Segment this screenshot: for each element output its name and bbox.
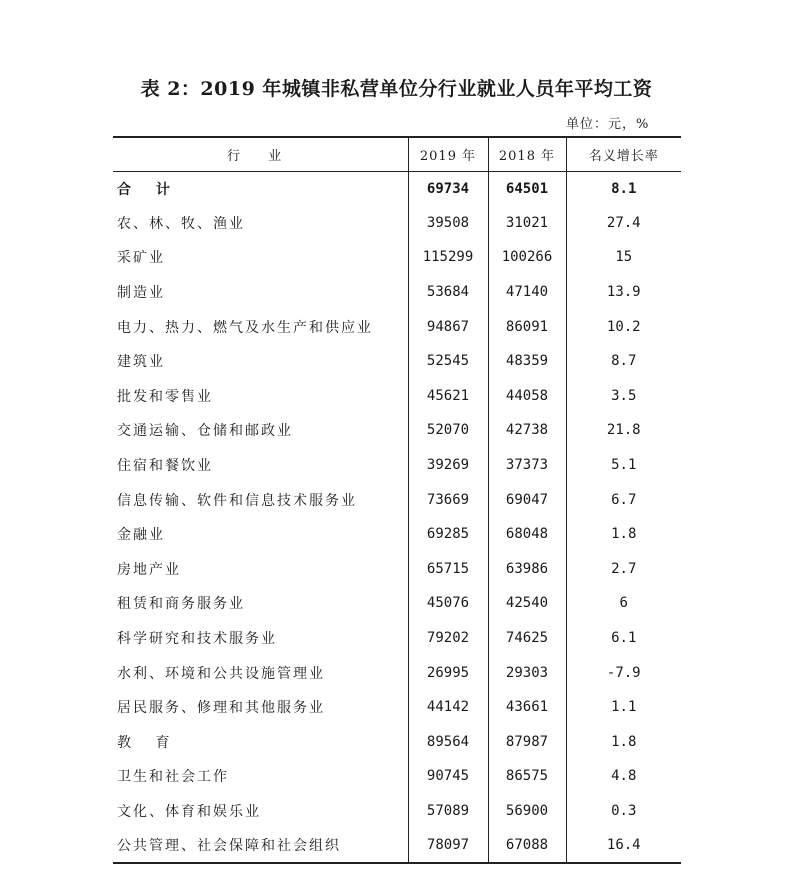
wage-2019-cell: 73669 xyxy=(408,482,488,517)
table-row xyxy=(113,794,681,829)
growth-cell: 6.1 xyxy=(566,621,681,656)
table-row xyxy=(113,413,681,448)
growth-cell: 6 xyxy=(566,586,681,621)
table-title: 表 2：2019 年城镇非私营单位分行业就业人员年平均工资 xyxy=(140,78,653,100)
table-row-total xyxy=(113,171,681,206)
wage-2019-cell: 52545 xyxy=(408,344,488,379)
header-industry: 行 业 xyxy=(113,137,408,171)
table-row xyxy=(113,309,681,344)
wage-2018-cell: 56900 xyxy=(488,794,566,829)
growth-cell: 15 xyxy=(566,240,681,275)
growth-cell: 16.4 xyxy=(566,828,681,863)
industry-cell: 住宿和餐饮业 xyxy=(117,458,213,475)
industry-cell: 教 育 xyxy=(117,734,180,751)
wage-2019-cell: 52070 xyxy=(408,413,488,448)
industry-cell: 采矿业 xyxy=(117,250,165,267)
industry-cell: 水利、环境和公共设施管理业 xyxy=(117,665,325,682)
wage-2018-cell: 69047 xyxy=(488,482,566,517)
industry-cell: 电力、热力、燃气及水生产和供应业 xyxy=(117,319,373,336)
industry-cell: 科学研究和技术服务业 xyxy=(117,631,277,648)
wage-2018-cell: 48359 xyxy=(488,344,566,379)
table-row xyxy=(113,655,681,690)
industry-cell: 金融业 xyxy=(117,527,165,544)
growth-cell: 8.7 xyxy=(566,344,681,379)
table-row xyxy=(113,482,681,517)
header-growth: 名义增长率 xyxy=(566,137,681,171)
wage-2019-cell: 89564 xyxy=(408,725,488,760)
growth-cell: 8.1 xyxy=(566,171,681,206)
growth-cell: 10.2 xyxy=(566,309,681,344)
wage-2019-cell: 26995 xyxy=(408,655,488,690)
table-row xyxy=(113,690,681,725)
industry-cell: 文化、体育和娱乐业 xyxy=(117,803,261,820)
industry-cell: 建筑业 xyxy=(117,354,165,371)
unit-note: 单位：元，% xyxy=(566,117,650,132)
wage-2019-cell: 78097 xyxy=(408,828,488,863)
wage-2018-cell: 68048 xyxy=(488,517,566,552)
growth-cell: 6.7 xyxy=(566,482,681,517)
wage-2018-cell: 100266 xyxy=(488,240,566,275)
wage-2019-cell: 57089 xyxy=(408,794,488,829)
industry-cell: 租赁和商务服务业 xyxy=(117,596,245,613)
wage-2019-cell: 44142 xyxy=(408,690,488,725)
wage-2019-cell: 115299 xyxy=(408,240,488,275)
wage-2019-cell: 90745 xyxy=(408,759,488,794)
industry-cell: 农、林、牧、渔业 xyxy=(117,215,245,232)
wage-2018-cell: 37373 xyxy=(488,448,566,483)
wage-2018-cell: 43661 xyxy=(488,690,566,725)
table-row xyxy=(113,828,681,863)
growth-cell: 1.8 xyxy=(566,725,681,760)
wage-2018-cell: 31021 xyxy=(488,206,566,241)
industry-cell: 卫生和社会工作 xyxy=(117,769,229,786)
industry-cell: 居民服务、修理和其他服务业 xyxy=(117,700,325,717)
wage-2018-cell: 44058 xyxy=(488,379,566,414)
table-row xyxy=(113,206,681,241)
industry-cell: 房地产业 xyxy=(117,561,181,578)
wage-2019-cell: 79202 xyxy=(408,621,488,656)
growth-cell: 4.8 xyxy=(566,759,681,794)
wage-table xyxy=(113,136,681,864)
wage-2019-cell: 45621 xyxy=(408,379,488,414)
growth-cell: 2.7 xyxy=(566,552,681,587)
industry-cell: 信息传输、软件和信息技术服务业 xyxy=(117,492,357,509)
wage-2019-cell: 94867 xyxy=(408,309,488,344)
table-row xyxy=(113,552,681,587)
wage-2019-cell: 65715 xyxy=(408,552,488,587)
table-row xyxy=(113,240,681,275)
wage-2018-cell: 42738 xyxy=(488,413,566,448)
wage-2018-cell: 86575 xyxy=(488,759,566,794)
table-row xyxy=(113,517,681,552)
industry-cell: 制造业 xyxy=(117,285,165,302)
table-row xyxy=(113,379,681,414)
growth-cell: 1.1 xyxy=(566,690,681,725)
wage-2019-cell: 39508 xyxy=(408,206,488,241)
table-row xyxy=(113,759,681,794)
growth-cell: 27.4 xyxy=(566,206,681,241)
wage-2019-cell: 45076 xyxy=(408,586,488,621)
growth-cell: -7.9 xyxy=(566,655,681,690)
wage-2018-cell: 74625 xyxy=(488,621,566,656)
header-2018: 2018 年 xyxy=(488,137,566,171)
table-row xyxy=(113,586,681,621)
wage-2019-cell: 69285 xyxy=(408,517,488,552)
growth-cell: 3.5 xyxy=(566,379,681,414)
growth-cell: 5.1 xyxy=(566,448,681,483)
wage-2018-cell: 42540 xyxy=(488,586,566,621)
growth-cell: 0.3 xyxy=(566,794,681,829)
wage-2018-cell: 86091 xyxy=(488,309,566,344)
wage-2018-cell: 64501 xyxy=(488,171,566,206)
wage-2019-cell: 69734 xyxy=(408,171,488,206)
growth-cell: 13.9 xyxy=(566,275,681,310)
table-row xyxy=(113,621,681,656)
wage-2018-cell: 63986 xyxy=(488,552,566,587)
wage-2018-cell: 67088 xyxy=(488,828,566,863)
industry-cell: 合 计 xyxy=(117,181,180,198)
growth-cell: 21.8 xyxy=(566,413,681,448)
wage-2018-cell: 29303 xyxy=(488,655,566,690)
table-row xyxy=(113,725,681,760)
growth-cell: 1.8 xyxy=(566,517,681,552)
table-row xyxy=(113,344,681,379)
header-row xyxy=(113,137,681,171)
wage-2019-cell: 39269 xyxy=(408,448,488,483)
table-row xyxy=(113,448,681,483)
industry-cell: 交通运输、仓储和邮政业 xyxy=(117,423,293,440)
wage-2018-cell: 87987 xyxy=(488,725,566,760)
industry-cell: 公共管理、社会保障和社会组织 xyxy=(113,828,408,863)
table-row xyxy=(113,275,681,310)
wage-2018-cell: 47140 xyxy=(488,275,566,310)
header-2019: 2019 年 xyxy=(408,137,488,171)
wage-2019-cell: 53684 xyxy=(408,275,488,310)
industry-cell: 批发和零售业 xyxy=(117,388,213,405)
